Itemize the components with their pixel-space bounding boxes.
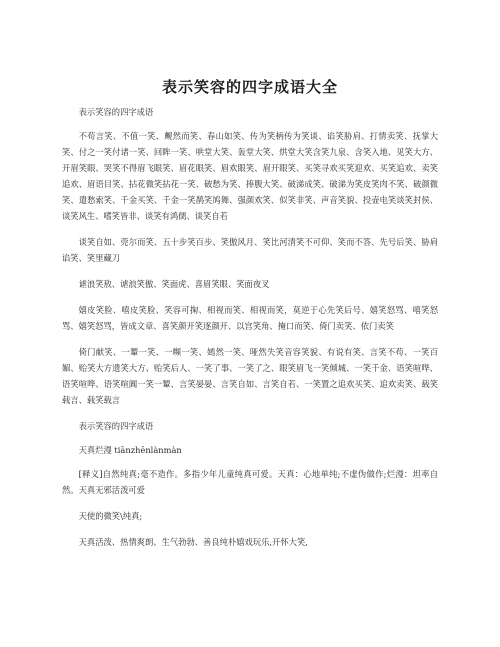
- document-body: [62, 104, 438, 560]
- paragraph-idiom-list-5: 倚门献笑、一颦一笑、一嚬一笑、嫣然一笑、哑然失笑音容笑貌、有说有笑、言笑不苟、一笑百媚、贻笑大方遗笑大方、贻笑后人、一笑了事、一笑了之、眼笑眉飞一笑倾城、一笑千金、语笑喧哗、语笑喧哗、语笑喧阗一笑一颦、言笑晏晏、言笑自如、言笑自若、一笑置之追欢买笑、追欢卖笑、载笑载言、载笑载言: [62, 347, 438, 405]
- paragraph-idiom-list-3: 谑浪笑敖、谑浪笑傲、笑面虎、喜眉笑眼、笑面夜叉: [78, 279, 270, 289]
- paragraph-note: 天使的微笑\纯真;: [78, 511, 143, 521]
- paragraph-idiom-list-4: 嬉皮笑脸、嘻皮笑脸、笑容可掬、相视而笑、相视而笑，莫逆于心先笑后号、嬉笑怒骂、嘻笑怒骂、嬉笑怒骂，皆成文章、喜笑颜开笑逐颜开、以宫笑角、掩口而笑、倚门卖笑、依门卖笑: [62, 305, 438, 331]
- document-title: 表示笑容的四字成语大全: [161, 78, 338, 96]
- idiom-entry-heading: 天真烂漫 tiānzhēnlànmàn: [78, 445, 182, 455]
- section-heading-2: 表示笑容的四字成语: [78, 421, 154, 431]
- paragraph-idiom-list-1: 不苟言笑、不值一笑、觍然而笑、春山如笑、传为笑柄传为笑谈、谄笑胁肩、打情卖笑、抚掌大笑、付之一笑付诸一笑、回眸一笑、哄堂大笑、轰堂大笑、烘堂大笑含笑九泉、含笑入地、见笑大方、开眉笑眼、哭笑不得眉飞眼笑、眉花眼笑、眉欢眼笑、眉开眼笑、买笑寻欢买笑迎欢、买笑追欢、卖笑追欢、眉语目笑、拈花微笑拈花一笑、破愁为笑、捧腹大笑、破涕成笑、破涕为笑皮笑肉不笑、破颜微笑、遣愁索笑、千金买笑、千金一笑鹊笑鸠舞、强颜欢笑、似笑非笑、声音笑貌、投壶电笑谈笑封侯、谈笑风生、嗜笑皆非、谈笑有鸿儒、谈笑自若: [62, 131, 438, 221]
- paragraph-descriptors: 天真活泼、热情爽朗、生气勃勃、善良纯朴嬉戏玩乐,开怀大笑,: [78, 537, 308, 547]
- idiom-definition: [释义]自然纯真;毫不造作。多指少年儿童纯真可爱。天真：心地单纯;不虚伪做作;烂漫：坦率自然。天真无邪活泼可爱: [62, 469, 438, 495]
- paragraph-idiom-list-2: 谈笑自如、莞尔而笑、五十步笑百步、笑傲风月、笑比河清笑不可仰、笑而不答、先号后笑、胁肩谄笑、笑里藏刀: [62, 237, 438, 263]
- section-heading: 表示笑容的四字成语: [78, 107, 154, 117]
